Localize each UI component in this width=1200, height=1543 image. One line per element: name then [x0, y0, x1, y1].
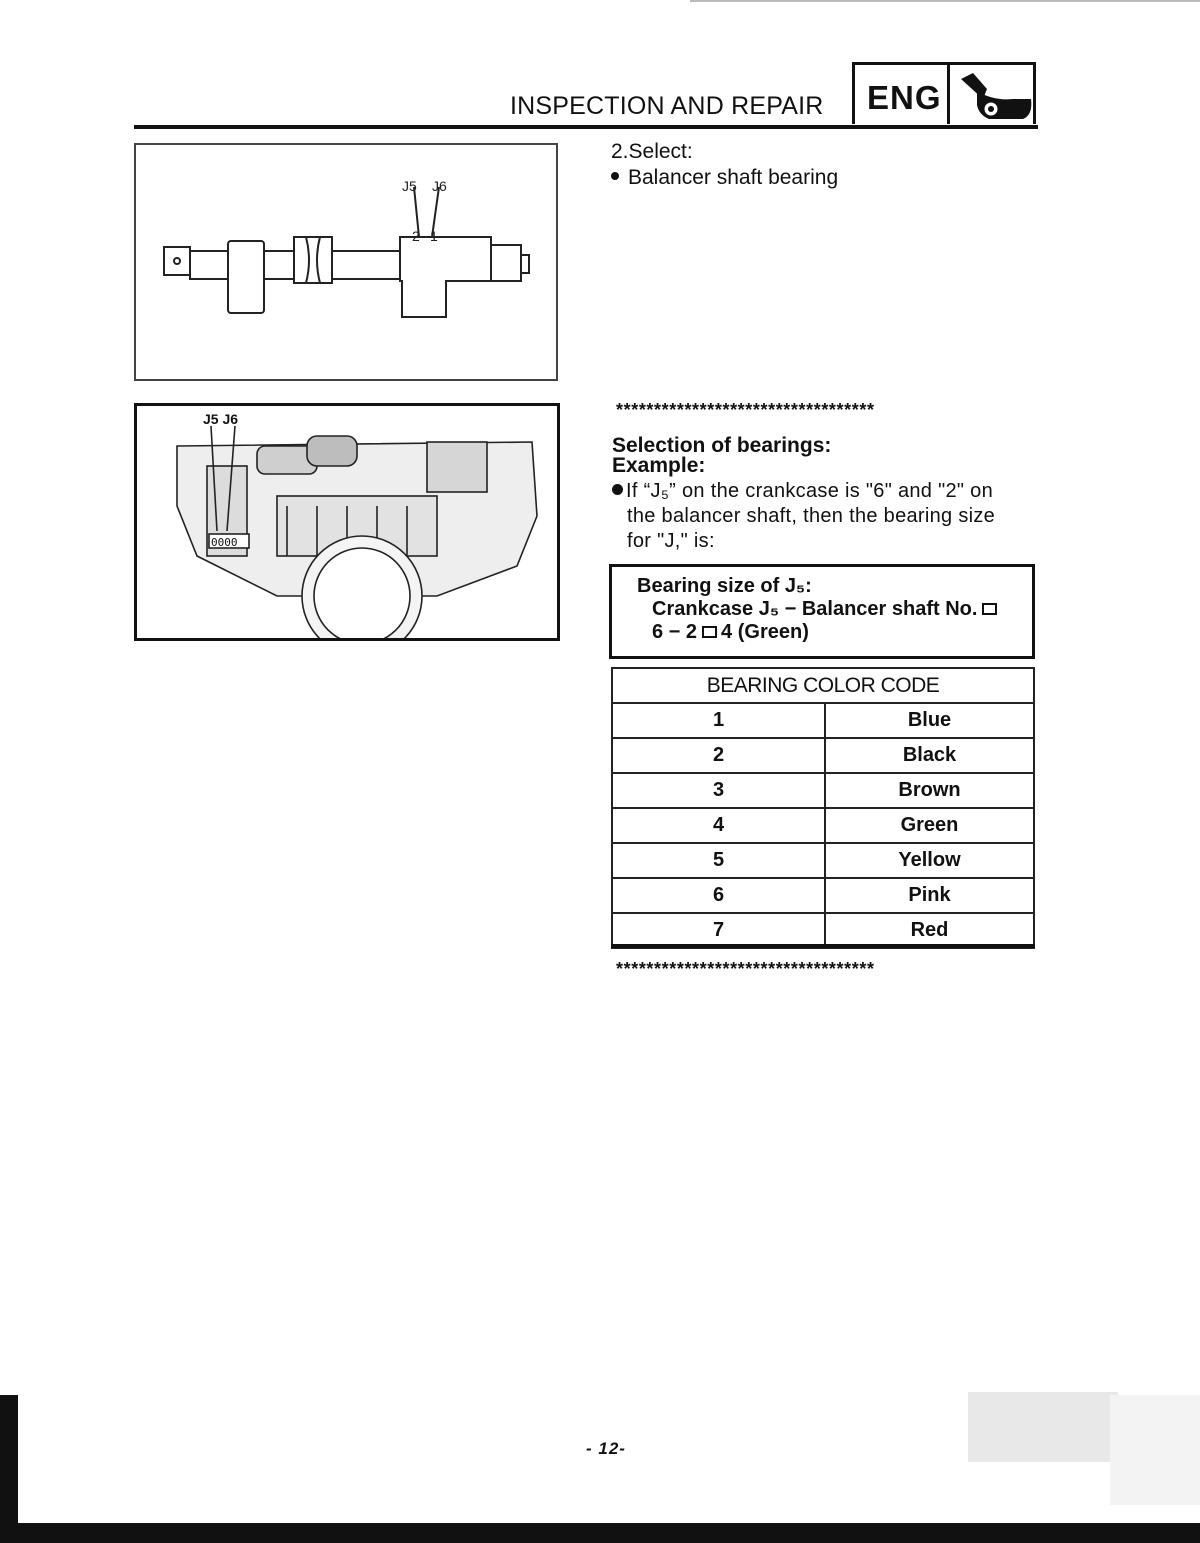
bearing-size-box: [609, 564, 1035, 659]
example-paragraph: [612, 479, 1036, 554]
table-row: [612, 843, 1034, 878]
table-row: [612, 738, 1034, 773]
step-select-item: [611, 166, 838, 190]
box-line-2: [652, 598, 997, 621]
selection-title: Selection of bearings:: [612, 434, 832, 457]
table-row: [612, 913, 1034, 948]
fig1-label-j5: J5: [402, 178, 417, 194]
row-color: Pink: [825, 878, 1034, 913]
engine-component-icon: [953, 69, 1035, 123]
badge-divider: [947, 65, 950, 124]
row-color: Black: [825, 738, 1034, 773]
fig1-label-1: 1: [430, 228, 438, 244]
stars-divider-top: **********************************: [616, 400, 875, 420]
stars-divider-bottom: **********************************: [616, 959, 875, 979]
eng-badge-label: ENG: [867, 79, 942, 116]
row-number: 4: [612, 808, 825, 843]
row-number: 5: [612, 843, 825, 878]
example-heading: Example:: [612, 454, 706, 477]
row-number: 1: [612, 703, 825, 738]
row-number: 2: [612, 738, 825, 773]
row-color: Blue: [825, 703, 1034, 738]
fig2-label-j5j6: J5 J6: [203, 411, 239, 427]
row-number: 7: [612, 913, 825, 948]
example-line-2: the balancer shaft, then the bearing size: [627, 505, 996, 527]
bearing-color-table: [611, 667, 1035, 949]
table-row: [612, 773, 1034, 808]
box-line-2-text: Crankcase J₅ − Balancer shaft No.: [652, 598, 978, 620]
checkbox-square-icon: [702, 626, 717, 638]
page-number: - 12-: [586, 1439, 626, 1458]
scan-smudge: [968, 1392, 1118, 1462]
row-color: Brown: [825, 773, 1034, 808]
table-row: [612, 808, 1034, 843]
box-line-1: Bearing size of J₅:: [637, 575, 812, 597]
fig2-code-marks: 0000: [211, 536, 238, 549]
scan-edge-bottom: [0, 1523, 1200, 1543]
checkbox-square-icon: [982, 603, 997, 615]
crankcase-drawing: [137, 406, 557, 638]
step-select-text: Balancer shaft bearing: [628, 166, 839, 189]
page-title: INSPECTION AND REPAIR: [510, 92, 824, 120]
top-edge-rule: [690, 0, 1200, 2]
box-line-3-result: 4 (Green): [721, 621, 809, 643]
row-color: Yellow: [825, 843, 1034, 878]
row-color: Green: [825, 808, 1034, 843]
row-color: Red: [825, 913, 1034, 948]
bullet-dot-icon: [612, 484, 623, 495]
crankcase-photo-figure: [134, 403, 560, 641]
bullet-dot-icon: [611, 172, 619, 180]
scan-edge-left: [0, 1395, 18, 1543]
example-line-1-text: If “J₅” on the crankcase is "6" and "2" on: [626, 480, 994, 502]
eng-section-badge: [852, 62, 1036, 124]
table-row: [612, 878, 1034, 913]
row-number: 3: [612, 773, 825, 808]
balancer-shaft-drawing: [136, 145, 556, 379]
header-rule: [134, 125, 1038, 129]
scan-smudge: [1110, 1395, 1200, 1505]
box-line-3-expr: 6 − 2: [652, 621, 698, 643]
table-bottom-rule: [611, 944, 1035, 948]
balancer-shaft-figure: [134, 143, 558, 381]
example-line-3: for "J," is:: [627, 530, 715, 552]
table-header: BEARING COLOR CODE: [612, 668, 1034, 703]
box-line-3: [652, 621, 809, 644]
example-line-1: [612, 479, 1036, 504]
step-select-label: 2.Select:: [611, 140, 693, 163]
row-number: 6: [612, 878, 825, 913]
fig1-label-j6: J6: [432, 178, 447, 194]
fig1-label-2: 2: [412, 228, 420, 244]
table-row: [612, 703, 1034, 738]
